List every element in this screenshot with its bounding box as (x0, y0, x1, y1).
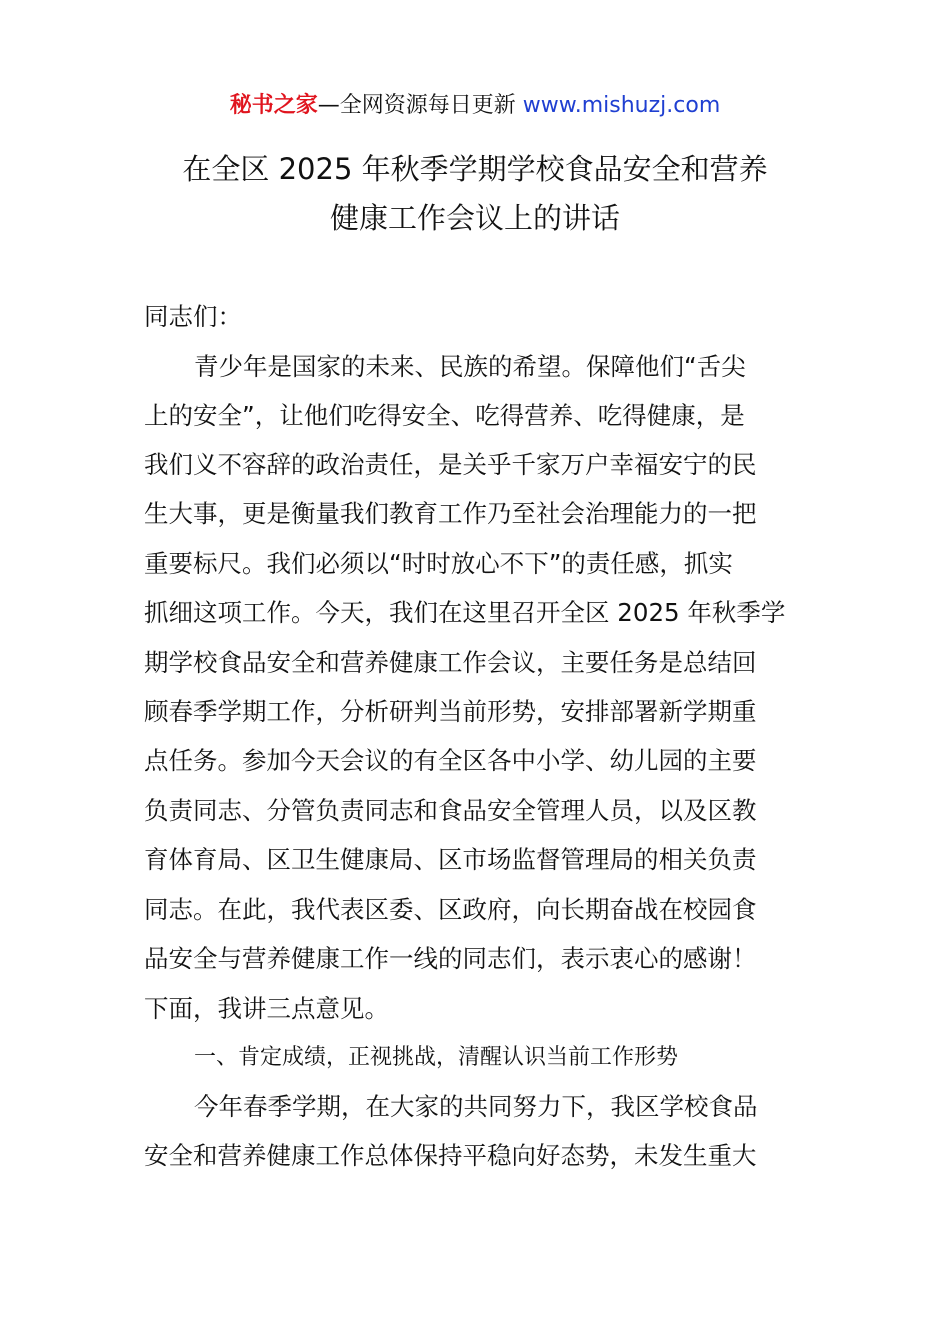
brand-name: 秘书之家 (229, 93, 318, 118)
section-heading: 一、肯定成绩，正视挑战，清醒认识当前工作形势 (194, 1045, 679, 1070)
body-line: 同志。在此，我代表区委、区政府，向长期奋战在校园食 (144, 895, 757, 924)
body-line: 点任务。参加今天会议的有全区各中小学、幼儿园的主要 (144, 746, 757, 775)
body-line: 上的安全”，让他们吃得安全、吃得营养、吃得健康，是 (144, 401, 745, 430)
body-line: 下面，我讲三点意见。 (144, 994, 389, 1023)
body-line: 青少年是国家的未来、民族的希望。保障他们“舌尖 (194, 352, 746, 381)
document-title-line-2: 健康工作会议上的讲话 (329, 201, 620, 235)
document-title-line-1: 在全区 2025 年秋季学期学校食品安全和营养 (182, 152, 768, 186)
body-line: 生大事，更是衡量我们教育工作乃至社会治理能力的一把 (144, 499, 757, 528)
body-line: 安全和营养健康工作总体保持平稳向好态势，未发生重大 (144, 1141, 757, 1170)
header-tagline: —全网资源每日更新 (317, 93, 516, 118)
body-line: 负责同志、分管负责同志和食品安全管理人员，以及区教 (144, 796, 757, 825)
body-line: 重要标尺。我们必须以“时时放心不下”的责任感，抓实 (144, 549, 733, 578)
body-line: 抓细这项工作。今天，我们在这里召开全区 2025 年秋季学 (144, 598, 786, 627)
body-line: 顾春季学期工作，分析研判当前形势，安排部署新学期重 (144, 697, 757, 726)
body-line: 今年春季学期，在大家的共同努力下，我区学校食品 (194, 1092, 758, 1121)
body-line: 期学校食品安全和营养健康工作会议，主要任务是总结回 (144, 648, 757, 677)
body-line: 育体育局、区卫生健康局、区市场监督管理局的相关负责 (144, 845, 757, 874)
body-line: 品安全与营养健康工作一线的同志们，表示衷心的感谢！ (144, 944, 757, 973)
site-header (0, 90, 950, 122)
salutation: 同志们： (144, 302, 242, 331)
body-line: 我们义不容辞的政治责任，是关乎千家万户幸福安宁的民 (144, 450, 757, 479)
site-url-link[interactable]: www.mishuzj.com (522, 93, 721, 118)
